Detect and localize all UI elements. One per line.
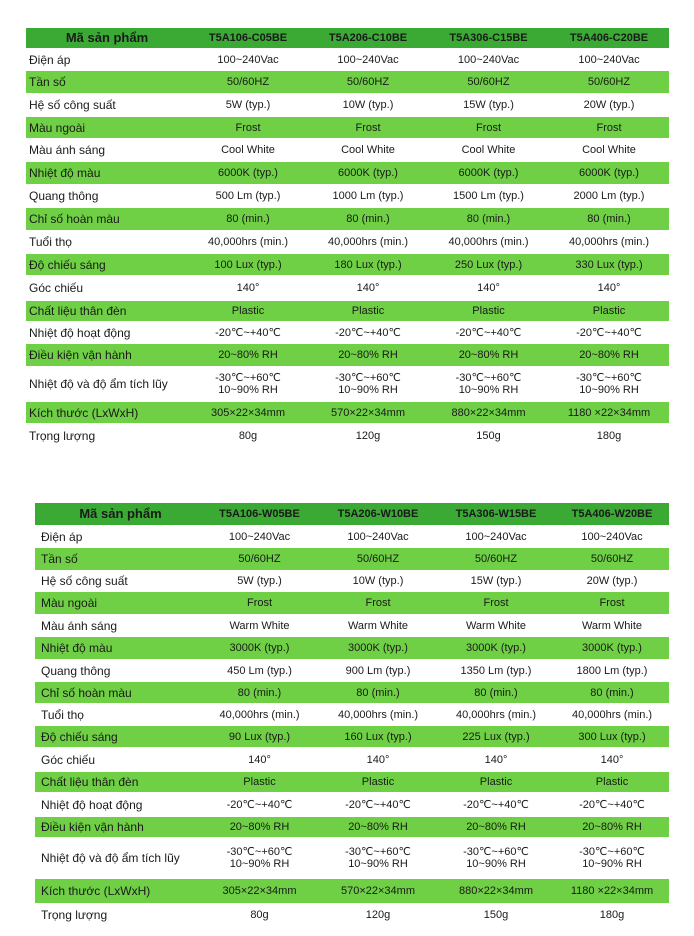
- header-model-code: T5A206-W10BE: [319, 503, 437, 526]
- row-label: Tuổi thọ: [26, 231, 188, 254]
- row-label: Góc chiếu: [26, 276, 188, 301]
- spec-value-cell: 5W (typ.): [200, 571, 319, 592]
- spec-value-cell: 40,000hrs (min.): [437, 704, 555, 726]
- spec-value-cell: 80 (min.): [188, 208, 308, 231]
- row-label: Kích thước (LxWxH): [26, 402, 188, 424]
- table-row: [26, 94, 669, 117]
- table-row: [26, 276, 669, 301]
- spec-value-cell: Frost: [428, 117, 549, 139]
- row-label: Tần số: [35, 548, 200, 571]
- spec-value-cell: 120g: [308, 424, 428, 448]
- spec-value-cell: 40,000hrs (min.): [188, 231, 308, 254]
- table-row: [35, 838, 669, 879]
- spec-value-cell: 140°: [200, 748, 319, 772]
- spec-value-cell: Cool White: [428, 139, 549, 162]
- table-row: [35, 817, 669, 838]
- spec-value-cell: 6000K (typ.): [308, 162, 428, 185]
- spec-value-cell: 3000K (typ.): [200, 637, 319, 660]
- row-label: Màu ngoài: [26, 117, 188, 139]
- spec-value-line: -30℃~+60℃: [576, 372, 642, 384]
- row-label: Nhiệt độ hoạt động: [35, 793, 200, 817]
- spec-value-cell: 6000K (typ.): [428, 162, 549, 185]
- table-row: [26, 402, 669, 424]
- header-model-code: T5A306-W15BE: [437, 503, 555, 526]
- spec-value-cell: Cool White: [549, 139, 669, 162]
- table-row: [26, 322, 669, 344]
- table-row: [35, 748, 669, 772]
- row-label: Quang thông: [35, 660, 200, 682]
- spec-value-cell: [549, 367, 669, 402]
- spec-value-cell: 500 Lm (typ.): [188, 185, 308, 208]
- spec-value-cell: Plastic: [428, 301, 549, 322]
- spec-value-cell: 80 (min.): [549, 208, 669, 231]
- row-label: Điều kiện vận hành: [35, 817, 200, 838]
- spec-value-cell: 140°: [308, 276, 428, 301]
- spec-value-cell: 570×22×34mm: [319, 879, 437, 904]
- row-label: Chỉ số hoàn màu: [26, 208, 188, 231]
- row-label: Màu ngoài: [35, 592, 200, 615]
- header-model-code: T5A406-C20BE: [549, 28, 669, 49]
- spec-value-cell: 140°: [319, 748, 437, 772]
- spec-value-cell: 180g: [549, 424, 669, 448]
- spec-value-cell: -20℃~+40℃: [437, 793, 555, 817]
- spec-value-cell: 1000 Lm (typ.): [308, 185, 428, 208]
- row-label: Độ chiếu sáng: [26, 254, 188, 276]
- spec-value-cell: [437, 838, 555, 879]
- spec-value-cell: 50/60HZ: [200, 548, 319, 571]
- spec-value-cell: Plastic: [549, 301, 669, 322]
- spec-value-cell: 6000K (typ.): [188, 162, 308, 185]
- spec-value-cell: 100~240Vac: [200, 526, 319, 548]
- table-row: [35, 615, 669, 637]
- spec-value-line: -30℃~+60℃: [463, 846, 529, 858]
- spec-value-cell: 1500 Lm (typ.): [428, 185, 549, 208]
- spec-value-line: 10~90% RH: [229, 858, 290, 870]
- table-row: [35, 879, 669, 904]
- spec-value-cell: 20~80% RH: [188, 344, 308, 367]
- spec-value-cell: 570×22×34mm: [308, 402, 428, 424]
- spec-value-cell: 2000 Lm (typ.): [549, 185, 669, 208]
- spec-value-cell: 880×22×34mm: [437, 879, 555, 904]
- spec-value-cell: 10W (typ.): [308, 94, 428, 117]
- spec-value-cell: 40,000hrs (min.): [319, 704, 437, 726]
- spec-value-cell: 450 Lm (typ.): [200, 660, 319, 682]
- row-label: Điện áp: [35, 526, 200, 548]
- spec-value-cell: 140°: [188, 276, 308, 301]
- row-label: Tuổi thọ: [35, 704, 200, 726]
- spec-value-cell: Plastic: [437, 772, 555, 793]
- spec-value-cell: -20℃~+40℃: [319, 793, 437, 817]
- spec-value-line: 10~90% RH: [338, 384, 398, 396]
- spec-value-cell: 3000K (typ.): [319, 637, 437, 660]
- spec-value-line: -30℃~+60℃: [579, 846, 645, 858]
- spec-value-line: -30℃~+60℃: [335, 372, 401, 384]
- table-row: [26, 344, 669, 367]
- spec-value-cell: Frost: [555, 592, 669, 615]
- table-row: [35, 904, 669, 926]
- spec-value-cell: 3000K (typ.): [437, 637, 555, 660]
- spec-value-cell: 140°: [555, 748, 669, 772]
- row-label: Trọng lượng: [35, 904, 200, 926]
- table-row: [35, 526, 669, 548]
- spec-value-cell: 20~80% RH: [549, 344, 669, 367]
- spec-value-cell: -20℃~+40℃: [549, 322, 669, 344]
- spec-value-cell: 120g: [319, 904, 437, 926]
- spec-value-line: 10~90% RH: [218, 384, 278, 396]
- row-label: Chỉ số hoàn màu: [35, 682, 200, 704]
- table-row: [35, 793, 669, 817]
- spec-value-cell: 15W (typ.): [428, 94, 549, 117]
- spec-value-line: -30℃~+60℃: [345, 846, 411, 858]
- spec-value-cell: Warm White: [200, 615, 319, 637]
- row-label: Trọng lượng: [26, 424, 188, 448]
- spec-value-cell: [428, 367, 549, 402]
- spec-value-line: -30℃~+60℃: [215, 372, 281, 384]
- spec-value-cell: 140°: [428, 276, 549, 301]
- table-row: [35, 548, 669, 571]
- spec-value-cell: Plastic: [555, 772, 669, 793]
- spec-value-cell: 50/60HZ: [549, 71, 669, 94]
- header-product-code-label: Mã sản phẩm: [26, 28, 188, 49]
- spec-value-cell: 80g: [200, 904, 319, 926]
- table-row: [35, 726, 669, 748]
- spec-value-cell: 900 Lm (typ.): [319, 660, 437, 682]
- spec-value-cell: 20~80% RH: [555, 817, 669, 838]
- spec-value-cell: 100~240Vac: [308, 49, 428, 71]
- spec-value-line: -30℃~+60℃: [455, 372, 522, 384]
- spec-value-cell: 100~240Vac: [428, 49, 549, 71]
- spec-value-cell: 6000K (typ.): [549, 162, 669, 185]
- spec-value-cell: [200, 838, 319, 879]
- table-row: [26, 139, 669, 162]
- spec-value-cell: 80 (min.): [437, 682, 555, 704]
- row-label: Màu ánh sáng: [35, 615, 200, 637]
- header-model-code: T5A106-C05BE: [188, 28, 308, 49]
- spec-value-cell: 50/60HZ: [437, 548, 555, 571]
- table-header-row: [26, 28, 669, 49]
- spec-value-cell: 40,000hrs (min.): [308, 231, 428, 254]
- table-row: [35, 637, 669, 660]
- row-label: Tần số: [26, 71, 188, 94]
- spec-value-cell: -20℃~+40℃: [308, 322, 428, 344]
- spec-value-cell: Plastic: [319, 772, 437, 793]
- spec-value-cell: 40,000hrs (min.): [549, 231, 669, 254]
- table-row: [26, 117, 669, 139]
- table-header-row: [35, 503, 669, 526]
- spec-value-cell: Warm White: [319, 615, 437, 637]
- spec-value-cell: 305×22×34mm: [200, 879, 319, 904]
- spec-value-cell: Cool White: [188, 139, 308, 162]
- table-row: [35, 660, 669, 682]
- header-product-code-label: Mã sản phẩm: [35, 503, 200, 526]
- spec-value-cell: [308, 367, 428, 402]
- spec-value-cell: 5W (typ.): [188, 94, 308, 117]
- spec-value-cell: 3000K (typ.): [555, 637, 669, 660]
- spec-value-cell: 100~240Vac: [319, 526, 437, 548]
- spec-value-cell: 150g: [428, 424, 549, 448]
- spec-value-cell: 80 (min.): [200, 682, 319, 704]
- spec-value-cell: 80 (min.): [319, 682, 437, 704]
- spec-value-cell: 330 Lux (typ.): [549, 254, 669, 276]
- spec-value-cell: 180g: [555, 904, 669, 926]
- table-row: [26, 208, 669, 231]
- spec-value-cell: Plastic: [200, 772, 319, 793]
- row-label: Điện áp: [26, 49, 188, 71]
- row-label: Nhiệt độ màu: [26, 162, 188, 185]
- spec-value-cell: 140°: [437, 748, 555, 772]
- row-label: Chất liệu thân đèn: [26, 301, 188, 322]
- spec-value-cell: 100 Lux (typ.): [188, 254, 308, 276]
- spec-value-cell: Frost: [319, 592, 437, 615]
- spec-value-cell: 100~240Vac: [555, 526, 669, 548]
- spec-value-cell: [319, 838, 437, 879]
- spec-value-cell: 10W (typ.): [319, 571, 437, 592]
- table-row: [26, 254, 669, 276]
- row-label: Nhiệt độ và độ ẩm tích lũy: [26, 367, 188, 402]
- spec-value-cell: 90 Lux (typ.): [200, 726, 319, 748]
- spec-value-cell: Warm White: [437, 615, 555, 637]
- table-row: [26, 162, 669, 185]
- table-row: [26, 424, 669, 448]
- spec-value-cell: 20~80% RH: [308, 344, 428, 367]
- spec-value-cell: Cool White: [308, 139, 428, 162]
- header-model-code: T5A306-C15BE: [428, 28, 549, 49]
- row-label: Nhiệt độ hoạt động: [26, 322, 188, 344]
- spec-value-cell: Plastic: [188, 301, 308, 322]
- spec-value-cell: 100~240Vac: [188, 49, 308, 71]
- spec-value-cell: Frost: [188, 117, 308, 139]
- spec-value-cell: 180 Lux (typ.): [308, 254, 428, 276]
- spec-value-cell: 140°: [549, 276, 669, 301]
- spec-value-cell: 150g: [437, 904, 555, 926]
- table-row: [26, 71, 669, 94]
- spec-value-cell: 1800 Lm (typ.): [555, 660, 669, 682]
- spec-value-cell: 50/60HZ: [555, 548, 669, 571]
- spec-value-cell: 20W (typ.): [549, 94, 669, 117]
- spec-value-cell: [555, 838, 669, 879]
- spec-value-cell: 100~240Vac: [549, 49, 669, 71]
- spec-value-cell: 20W (typ.): [555, 571, 669, 592]
- spec-value-line: 10~90% RH: [458, 384, 519, 396]
- spec-value-cell: -20℃~+40℃: [555, 793, 669, 817]
- spec-value-cell: 20~80% RH: [428, 344, 549, 367]
- table-row: [26, 367, 669, 402]
- spec-table-warm-white: [35, 502, 669, 926]
- spec-value-cell: 1350 Lm (typ.): [437, 660, 555, 682]
- spec-value-cell: 50/60HZ: [319, 548, 437, 571]
- spec-value-cell: Frost: [437, 592, 555, 615]
- spec-value-line: 10~90% RH: [348, 858, 408, 870]
- table-row: [35, 772, 669, 793]
- row-label: Màu ánh sáng: [26, 139, 188, 162]
- header-model-code: T5A106-W05BE: [200, 503, 319, 526]
- spec-value-cell: Frost: [549, 117, 669, 139]
- spec-value-cell: 50/60HZ: [428, 71, 549, 94]
- row-label: Độ chiếu sáng: [35, 726, 200, 748]
- spec-value-line: 10~90% RH: [582, 858, 642, 870]
- spec-value-cell: 20~80% RH: [319, 817, 437, 838]
- table-row: [26, 185, 669, 208]
- row-label: Góc chiếu: [35, 748, 200, 772]
- spec-table-cool-white: [26, 27, 669, 448]
- spec-value-cell: 50/60HZ: [188, 71, 308, 94]
- spec-value-cell: 80 (min.): [555, 682, 669, 704]
- spec-value-line: -30℃~+60℃: [226, 846, 293, 858]
- spec-value-cell: 225 Lux (typ.): [437, 726, 555, 748]
- spec-value-cell: Frost: [200, 592, 319, 615]
- spec-value-cell: [188, 367, 308, 402]
- header-model-code: T5A206-C10BE: [308, 28, 428, 49]
- spec-value-cell: -20℃~+40℃: [200, 793, 319, 817]
- spec-value-cell: 40,000hrs (min.): [428, 231, 549, 254]
- row-label: Chất liệu thân đèn: [35, 772, 200, 793]
- spec-value-cell: 80 (min.): [428, 208, 549, 231]
- header-model-code: T5A406-W20BE: [555, 503, 669, 526]
- table-row: [35, 682, 669, 704]
- spec-value-cell: 20~80% RH: [200, 817, 319, 838]
- table-row: [35, 571, 669, 592]
- spec-value-cell: 40,000hrs (min.): [555, 704, 669, 726]
- spec-value-cell: Plastic: [308, 301, 428, 322]
- spec-value-line: 10~90% RH: [579, 384, 639, 396]
- spec-value-cell: 20~80% RH: [437, 817, 555, 838]
- spec-value-cell: 80g: [188, 424, 308, 448]
- table-row: [26, 49, 669, 71]
- spec-value-cell: -20℃~+40℃: [428, 322, 549, 344]
- spec-value-cell: 880×22×34mm: [428, 402, 549, 424]
- spec-value-cell: 40,000hrs (min.): [200, 704, 319, 726]
- spec-value-cell: -20℃~+40℃: [188, 322, 308, 344]
- spec-value-cell: 305×22×34mm: [188, 402, 308, 424]
- row-label: Nhiệt độ màu: [35, 637, 200, 660]
- row-label: Quang thông: [26, 185, 188, 208]
- table-row: [26, 231, 669, 254]
- spec-value-cell: 80 (min.): [308, 208, 428, 231]
- spec-value-line: 10~90% RH: [466, 858, 526, 870]
- spec-value-cell: 50/60HZ: [308, 71, 428, 94]
- row-label: Kích thước (LxWxH): [35, 879, 200, 904]
- spec-value-cell: Frost: [308, 117, 428, 139]
- spec-value-cell: 15W (typ.): [437, 571, 555, 592]
- table-row: [35, 592, 669, 615]
- spec-value-cell: 1180 ×22×34mm: [555, 879, 669, 904]
- row-label: Hệ số công suất: [26, 94, 188, 117]
- table-row: [35, 704, 669, 726]
- spec-value-cell: 1180 ×22×34mm: [549, 402, 669, 424]
- row-label: Nhiệt độ và độ ẩm tích lũy: [35, 838, 200, 879]
- spec-value-cell: 250 Lux (typ.): [428, 254, 549, 276]
- spec-value-cell: Warm White: [555, 615, 669, 637]
- row-label: Điều kiện vận hành: [26, 344, 188, 367]
- table-row: [26, 301, 669, 322]
- row-label: Hệ số công suất: [35, 571, 200, 592]
- spec-value-cell: 160 Lux (typ.): [319, 726, 437, 748]
- spec-value-cell: 300 Lux (typ.): [555, 726, 669, 748]
- spec-value-cell: 100~240Vac: [437, 526, 555, 548]
